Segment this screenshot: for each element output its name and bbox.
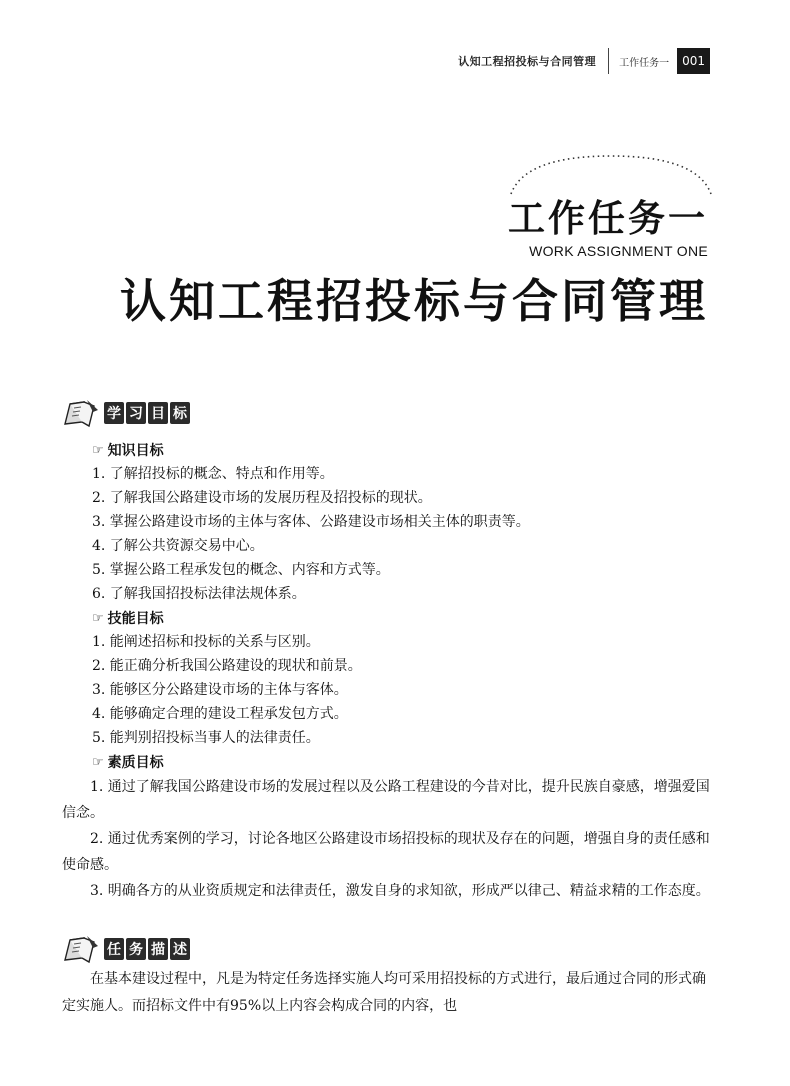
page-title: 认知工程招投标与合同管理 xyxy=(120,274,708,328)
list-item: 1. 通过了解我国公路建设市场的发展过程以及公路工程建设的今昔对比，提升民族自豪感，增强爱国信念。 xyxy=(62,779,710,821)
task-description-text: 在基本建设过程中，凡是为特定任务选择实施人均可采用招投标的方式进行，最后通过合同的形式确定实施人。而招标文件中有95%以上内容会构成合同的内容，也 xyxy=(62,971,706,1014)
list-item: 5. 掌握公路工程承发包的概念、内容和方式等。 xyxy=(92,562,390,578)
list-item: 2. 通过优秀案例的学习，讨论各地区公路建设市场招投标的现状及存在的问题，增强自身的责任感和使命感。 xyxy=(62,831,710,873)
objectives-content xyxy=(62,438,714,904)
quality-heading-label: 素质目标 xyxy=(107,755,164,771)
section-char: 学 xyxy=(104,402,124,424)
section-char: 习 xyxy=(126,402,146,424)
section-char: 标 xyxy=(170,402,190,424)
pointing-hand-icon: ☞ xyxy=(92,754,104,770)
list-item: 4. 了解公共资源交易中心。 xyxy=(92,538,264,554)
section-char: 描 xyxy=(148,938,168,960)
notebook-pen-icon xyxy=(62,398,100,428)
notebook-pen-icon xyxy=(62,934,100,964)
skills-heading xyxy=(62,606,714,630)
quality-heading xyxy=(62,750,714,774)
list-item: 1. 了解招投标的概念、特点和作用等。 xyxy=(92,466,334,482)
list-item: 3. 明确各方的从业资质规定和法律责任，激发自身的求知欲，形成严以律己、精益求精的工作态度。 xyxy=(90,883,710,899)
skills-heading-label: 技能目标 xyxy=(107,611,164,627)
dotted-arc-decoration xyxy=(505,152,717,198)
pointing-hand-icon: ☞ xyxy=(92,442,104,458)
task-title-en: WORK ASSIGNMENT ONE xyxy=(529,243,708,259)
section-char: 述 xyxy=(170,938,190,960)
section-char: 任 xyxy=(104,938,124,960)
task-title-cn: 工作任务一 xyxy=(508,197,708,240)
knowledge-heading-label: 知识目标 xyxy=(107,443,164,459)
header-book-title: 认知工程招投标与合同管理 xyxy=(458,55,597,68)
list-item: 1. 能阐述招标和投标的关系与区别。 xyxy=(92,634,320,650)
list-item: 3. 掌握公路建设市场的主体与客体、公路建设市场相关主体的职责等。 xyxy=(92,514,530,530)
list-item: 2. 了解我国公路建设市场的发展历程及招投标的现状。 xyxy=(92,490,432,506)
section-heading-objectives xyxy=(62,398,190,428)
header-chapter: 工作任务一 xyxy=(619,57,670,69)
list-item: 6. 了解我国招投标法律法规体系。 xyxy=(92,586,306,602)
list-item: 2. 能正确分析我国公路建设的现状和前景。 xyxy=(92,658,362,674)
list-item: 4. 能够确定合理的建设工程承发包方式。 xyxy=(92,706,348,722)
pointing-hand-icon: ☞ xyxy=(92,610,104,626)
page-number: 001 xyxy=(677,48,710,74)
list-item: 3. 能够区分公路建设市场的主体与客体。 xyxy=(92,682,348,698)
section-char: 务 xyxy=(126,938,146,960)
section-heading-task-description xyxy=(62,934,190,964)
knowledge-heading xyxy=(62,438,714,462)
header-divider xyxy=(608,48,609,74)
running-header xyxy=(458,46,710,76)
section-char: 目 xyxy=(148,402,168,424)
list-item: 5. 能判别招投标当事人的法律责任。 xyxy=(92,730,320,746)
